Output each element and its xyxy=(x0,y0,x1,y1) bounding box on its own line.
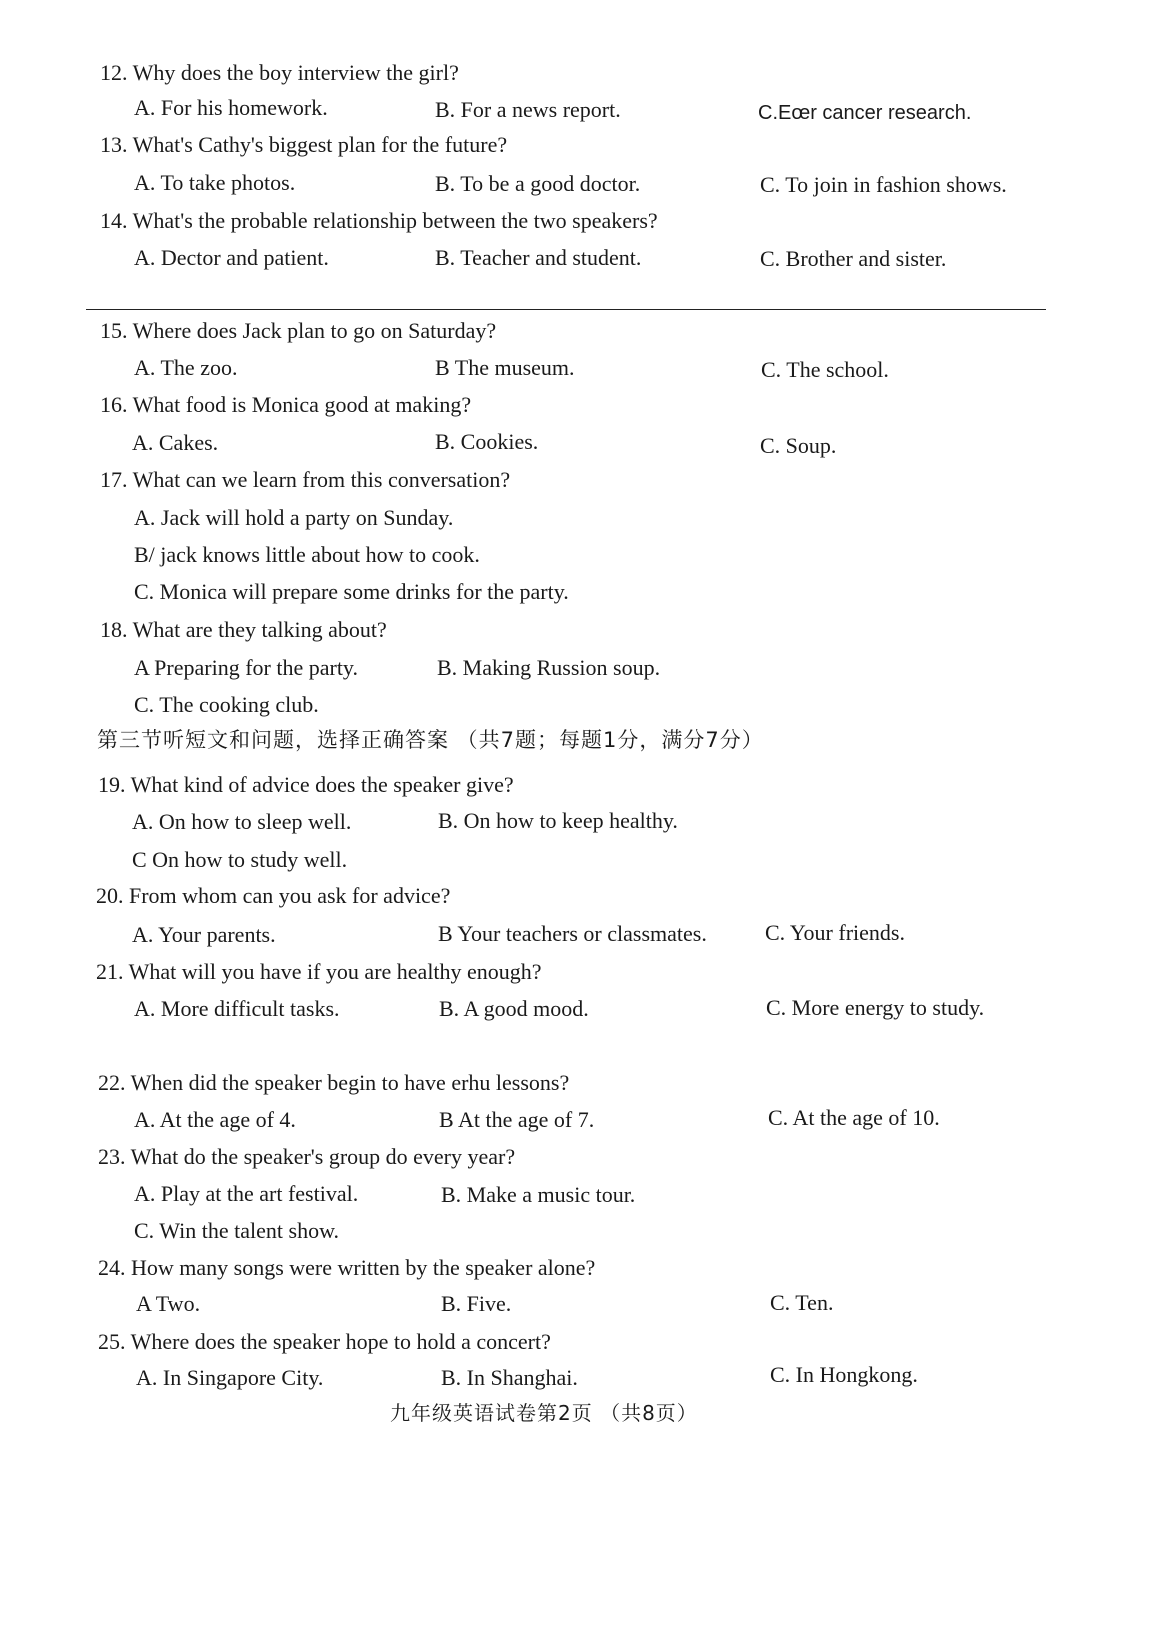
q15-option-b: B The museum. xyxy=(435,355,575,380)
q13-option-b: B. To be a good doctor. xyxy=(435,171,641,196)
q12-option-a: A. For his homework. xyxy=(134,95,328,120)
question-18: 18. What are they talking about? xyxy=(100,617,387,642)
q17-option-c: C. Monica will prepare some drinks for the party. xyxy=(134,579,569,604)
q12-option-c: C.Eœr cancer research. xyxy=(758,102,972,124)
divider-line xyxy=(86,309,1046,310)
q23-option-b: B. Make a music tour. xyxy=(441,1182,636,1207)
question-12: 12. Why does the boy interview the girl? xyxy=(100,60,459,85)
q19-option-b: B. On how to keep healthy. xyxy=(438,808,678,833)
q19-option-a: A. On how to sleep well. xyxy=(132,809,352,834)
section-3-heading: 第三节听短文和问题，选择正确答案 （共7题；每题1分，满分7分） xyxy=(97,728,764,752)
q15-option-c: C. The school. xyxy=(761,357,889,382)
q22-option-b: B At the age of 7. xyxy=(439,1107,595,1132)
q20-option-b: B Your teachers or classmates. xyxy=(438,921,707,946)
q16-option-c: C. Soup. xyxy=(760,433,837,458)
q17-option-b: B/ jack knows little about how to cook. xyxy=(134,542,480,567)
q22-option-a: A. At the age of 4. xyxy=(134,1107,296,1132)
q13-option-a: A. To take photos. xyxy=(134,170,296,195)
question-14: 14. What's the probable relationship between the two speakers? xyxy=(100,208,658,233)
q20-option-a: A. Your parents. xyxy=(132,922,276,947)
question-24: 24. How many songs were written by the speaker alone? xyxy=(98,1255,596,1280)
q18-option-c: C. The cooking club. xyxy=(134,692,319,717)
q14-option-c: C. Brother and sister. xyxy=(760,246,947,271)
question-20: 20. From whom can you ask for advice? xyxy=(96,883,451,908)
question-13: 13. What's Cathy's biggest plan for the future? xyxy=(100,132,508,157)
q16-option-b: B. Cookies. xyxy=(435,429,539,454)
q21-option-a: A. More difficult tasks. xyxy=(134,996,340,1021)
q21-option-b: B. A good mood. xyxy=(439,996,589,1021)
q15-option-a: A. The zoo. xyxy=(134,355,238,380)
q23-option-c: C. Win the talent show. xyxy=(134,1218,340,1243)
q24-option-c: C. Ten. xyxy=(770,1290,834,1315)
q17-option-a: A. Jack will hold a party on Sunday. xyxy=(134,505,454,530)
q18-option-a: A Preparing for the party. xyxy=(134,655,359,680)
question-21: 21. What will you have if you are healthy enough? xyxy=(96,959,542,984)
q19-option-c: C On how to study well. xyxy=(132,847,348,872)
q25-option-b: B. In Shanghai. xyxy=(441,1365,578,1390)
q16-option-a: A. Cakes. xyxy=(132,430,219,455)
question-19: 19. What kind of advice does the speaker give? xyxy=(98,772,514,797)
q14-option-b: B. Teacher and student. xyxy=(435,245,642,270)
page-footer: 九年级英语试卷第2页 （共8页） xyxy=(390,1401,698,1425)
q21-option-c: C. More energy to study. xyxy=(766,995,985,1020)
q22-option-c: C. At the age of 10. xyxy=(768,1105,940,1130)
q14-option-a: A. Dector and patient. xyxy=(134,245,329,270)
question-15: 15. Where does Jack plan to go on Saturday? xyxy=(100,318,497,343)
q23-option-a: A. Play at the art festival. xyxy=(134,1181,359,1206)
q18-option-b: B. Making Russion soup. xyxy=(437,655,661,680)
question-17: 17. What can we learn from this conversation? xyxy=(100,467,511,492)
q13-option-c: C. To join in fashion shows. xyxy=(760,172,1007,197)
q12-option-b: B. For a news report. xyxy=(435,97,621,122)
question-16: 16. What food is Monica good at making? xyxy=(100,392,472,417)
question-23: 23. What do the speaker's group do every year? xyxy=(98,1144,516,1169)
q25-option-c: C. In Hongkong. xyxy=(770,1362,918,1387)
q24-option-a: A Two. xyxy=(136,1291,201,1316)
q25-option-a: A. In Singapore City. xyxy=(136,1365,324,1390)
q24-option-b: B. Five. xyxy=(441,1291,512,1316)
question-22: 22. When did the speaker begin to have erhu lessons? xyxy=(98,1070,570,1095)
question-25: 25. Where does the speaker hope to hold a concert? xyxy=(98,1329,551,1354)
q20-option-c: C. Your friends. xyxy=(765,920,905,945)
